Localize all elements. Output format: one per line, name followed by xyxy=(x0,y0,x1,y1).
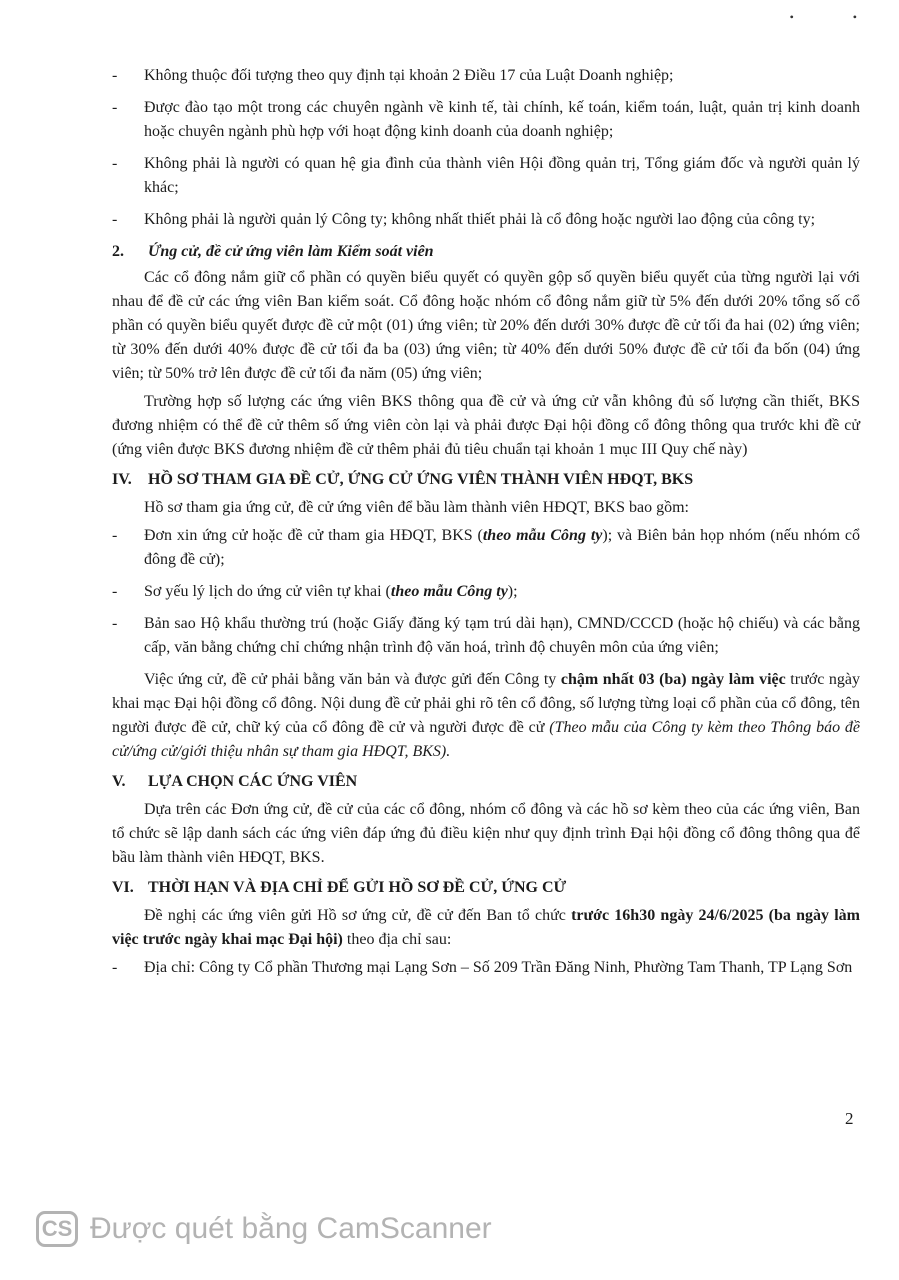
text-run: ); xyxy=(507,583,518,600)
paragraph: Các cổ đông nắm giữ cổ phần có quyền biểu quyết có quyền gộp số quyền biểu quyết của từng người lại với nhau để đề cử các ứng viên Ban kiểm soát. Cổ đông hoặc nhóm cổ đông nắm giữ từ 5% đến dưới 20% tổng số cổ phần có quyền biểu quyết được đề cử một (01) ứng viên; từ 20% đến dưới 30% được đề cử tối đa hai (02) ứng viên; từ 30% đến dưới 40% được đề cử tối đa ba (03) ứng viên; từ 40% đến dưới 50% được đề cử tối đa bốn (04) ứng viên; từ 50% trở lên được đề cử tối đa năm (05) ứng viên; xyxy=(112,269,860,382)
list-item xyxy=(112,152,860,200)
bullet-dash: - xyxy=(112,67,118,84)
list-item xyxy=(112,524,860,572)
text-run: Đơn xin ứng cử hoặc đề cử tham gia HĐQT, BKS ( xyxy=(144,527,483,544)
paragraph: Trường hợp số lượng các ứng viên BKS thông qua đề cử và ứng cử vẫn không đủ số lượng cần thiết, BKS đương nhiệm có thể đề cử thêm số ứng viên còn lại và phải được Đại hội đồng cổ đông thông qua trước khi đề cử (ứng viên được BKS đương nhiệm đề cử thêm phải đủ tiêu chuẩn tại khoản 1 mục III Quy chế này) xyxy=(112,393,860,458)
section-title: HỒ SƠ THAM GIA ĐỀ CỬ, ỨNG CỬ ỨNG VIÊN THÀNH VIÊN HĐQT, BKS xyxy=(148,471,694,488)
italic-text: (Theo mẫu của Công ty kèm theo Thông báo đề cử/ứng cử/giới thiệu nhân sự tham gia HĐQT, BKS). xyxy=(112,719,860,760)
text-run: Việc ứng cử, đề cử phải bằng văn bản và được gửi đến Công ty xyxy=(144,671,561,688)
list-item xyxy=(112,956,860,980)
section-number: 2. xyxy=(112,243,124,260)
section-vi-heading xyxy=(112,876,860,900)
paragraph xyxy=(112,904,860,952)
section-title: THỜI HẠN VÀ ĐỊA CHỈ ĐỂ GỬI HỒ SƠ ĐỀ CỬ, ỨNG CỬ xyxy=(148,879,567,896)
bullet-dash: - xyxy=(112,583,118,600)
list-item-text: Không phải là người có quan hệ gia đình của thành viên Hội đồng quản trị, Tổng giám đốc và người quản lý khác; xyxy=(144,155,860,196)
bullet-dash: - xyxy=(112,615,118,632)
emphasis: theo mẫu Công ty xyxy=(390,583,508,600)
bullet-dash: - xyxy=(112,527,118,544)
page-number: 2 xyxy=(845,1109,854,1128)
camscanner-logo-icon: CS xyxy=(36,1211,78,1247)
section-title: LỰA CHỌN CÁC ỨNG VIÊN xyxy=(148,773,358,790)
text-run: theo địa chỉ sau: xyxy=(342,931,452,948)
address-text: Địa chỉ: Công ty Cổ phần Thương mại Lạng Sơn – Số 209 Trần Đăng Ninh, Phường Tam Thanh, TP Lạng Sơn xyxy=(144,959,853,976)
section-2-heading xyxy=(112,240,860,264)
text-run: Đề nghị các ứng viên gửi Hồ sơ ứng cử, đề cử đến Ban tổ chức xyxy=(144,907,572,924)
scan-marks: • • xyxy=(789,10,885,24)
bullet-dash: - xyxy=(112,959,118,976)
bullet-dash: - xyxy=(112,155,118,172)
list-item xyxy=(112,208,860,232)
watermark-text: Được quét bằng CamScanner xyxy=(90,1212,492,1245)
camscanner-watermark xyxy=(36,1207,492,1251)
section-number: VI. xyxy=(112,879,134,896)
section-number: V. xyxy=(112,773,126,790)
list-item-text: Không thuộc đối tượng theo quy định tại khoản 2 Điều 17 của Luật Doanh nghiệp; xyxy=(144,67,674,84)
section-v-heading xyxy=(112,770,860,794)
list-item xyxy=(112,612,860,660)
paragraph xyxy=(112,668,860,764)
section-number: IV. xyxy=(112,471,132,488)
list-item xyxy=(112,580,860,604)
list-item-text: Được đào tạo một trong các chuyên ngành về kinh tế, tài chính, kế toán, kiểm toán, luật, quản trị kinh doanh hoặc chuyên ngành phù hợp với hoạt động kinh doanh của doanh nghiệp; xyxy=(144,99,860,140)
paragraph: Hồ sơ tham gia ứng cử, đề cử ứng viên để bầu làm thành viên HĐQT, BKS bao gồm: xyxy=(144,499,689,516)
bullet-dash: - xyxy=(112,211,118,228)
document-body xyxy=(112,64,860,988)
text-run: trước ngày khai mạc Đại hội đồng cổ đông. Nội dung đề cử phải ghi rõ tên cổ đông, số lượng từng loại cổ phần của cổ đông, tên người được đề cử, chữ ký của cổ đông đề cử và người được đề cử xyxy=(112,671,860,736)
list-item xyxy=(112,64,860,88)
section-title: Ứng cử, đề cử ứng viên làm Kiểm soát viên xyxy=(148,243,434,260)
bold-text: chậm nhất 03 (ba) ngày làm việc xyxy=(560,671,786,688)
text-run: ); và Biên bản họp nhóm (nếu nhóm cổ đông đề cử); xyxy=(144,527,860,568)
list-item-text: Bản sao Hộ khẩu thường trú (hoặc Giấy đăng ký tạm trú dài hạn), CMND/CCCD (hoặc hộ chiếu) và các bằng cấp, văn bằng chứng chỉ chứng nhận trình độ văn hoá, trình độ chuyên môn của ứng viên; xyxy=(144,615,860,656)
list-item xyxy=(112,96,860,144)
text-run: Sơ yếu lý lịch do ứng cử viên tự khai ( xyxy=(144,583,391,600)
section-iv-heading xyxy=(112,468,860,492)
list-item-text xyxy=(144,583,518,600)
paragraph: Dựa trên các Đơn ứng cử, đề cử của các cổ đông, nhóm cổ đông và các hồ sơ kèm theo của các ứng viên, Ban tổ chức sẽ lập danh sách các ứng viên đáp ứng đủ điều kiện như quy định trình Đại hội đồng cổ đông thông qua để bầu làm thành viên HĐQT, BKS. xyxy=(112,801,860,866)
bullet-dash: - xyxy=(112,99,118,116)
list-item-text: Không phải là người quản lý Công ty; không nhất thiết phải là cổ đông hoặc người lao động của công ty; xyxy=(144,211,816,228)
emphasis: theo mẫu Công ty xyxy=(482,527,603,544)
bold-text: trước 16h30 ngày 24/6/2025 (ba ngày làm việc trước ngày khai mạc Đại hội) xyxy=(112,907,861,948)
list-item-text xyxy=(144,527,860,568)
